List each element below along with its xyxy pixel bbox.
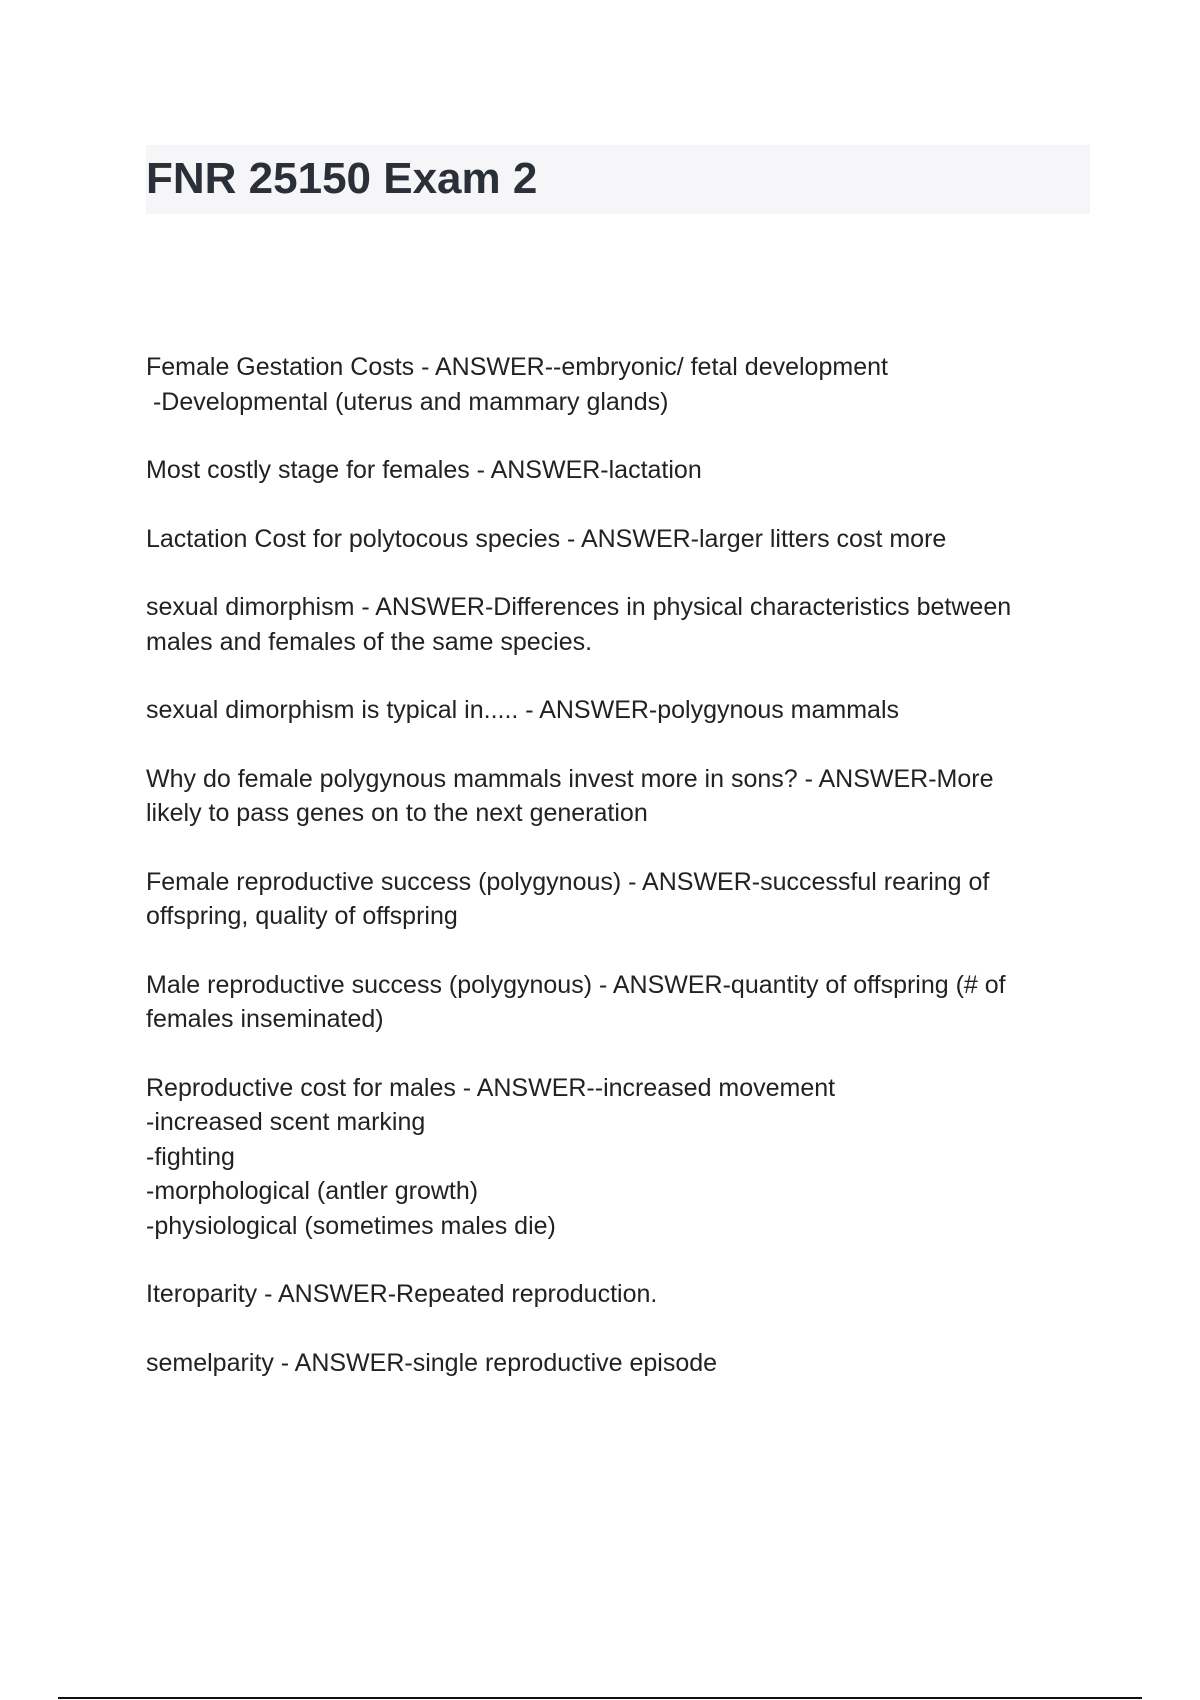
page-title: FNR 25150 Exam 2 [146, 154, 538, 203]
qa-entry: Most costly stage for females - ANSWER-lactation [146, 456, 702, 484]
qa-entry: Female reproductive success (polygynous) - ANSWER-successful rearing of offspring, quality of offspring [146, 867, 990, 930]
qa-entry: Why do female polygynous mammals invest more in sons? - ANSWER-More likely to pass genes on to the next generation [146, 764, 994, 827]
qa-entry: sexual dimorphism is typical in..... - ANSWER-polygynous mammals [146, 696, 900, 724]
qa-entry: Male reproductive success (polygynous) - ANSWER-quantity of offspring (# of females inseminated) [146, 970, 1006, 1033]
title-banner [146, 145, 1090, 214]
qa-entry: Female Gestation Costs - ANSWER--embryonic/ fetal development -Developmental (uterus and mammary glands) [146, 353, 888, 416]
qa-entry: semelparity - ANSWER-single reproductive episode [146, 1348, 718, 1377]
qa-entry: sexual dimorphism - ANSWER-Differences in physical characteristics between males and females of the same species. [146, 593, 1012, 656]
qa-entry: Lactation Cost for polytocous species - ANSWER-larger litters cost more [146, 524, 947, 553]
qa-entry: Iteroparity - ANSWER-Repeated reproduction. [146, 1280, 658, 1308]
footer-divider [58, 1697, 1142, 1699]
qa-entry: Reproductive cost for males - ANSWER--increased movement -increased scent marking -fighting -morphological (antler growth) -physiological (sometimes males die) [146, 1073, 836, 1240]
qa-list [146, 350, 1090, 1380]
